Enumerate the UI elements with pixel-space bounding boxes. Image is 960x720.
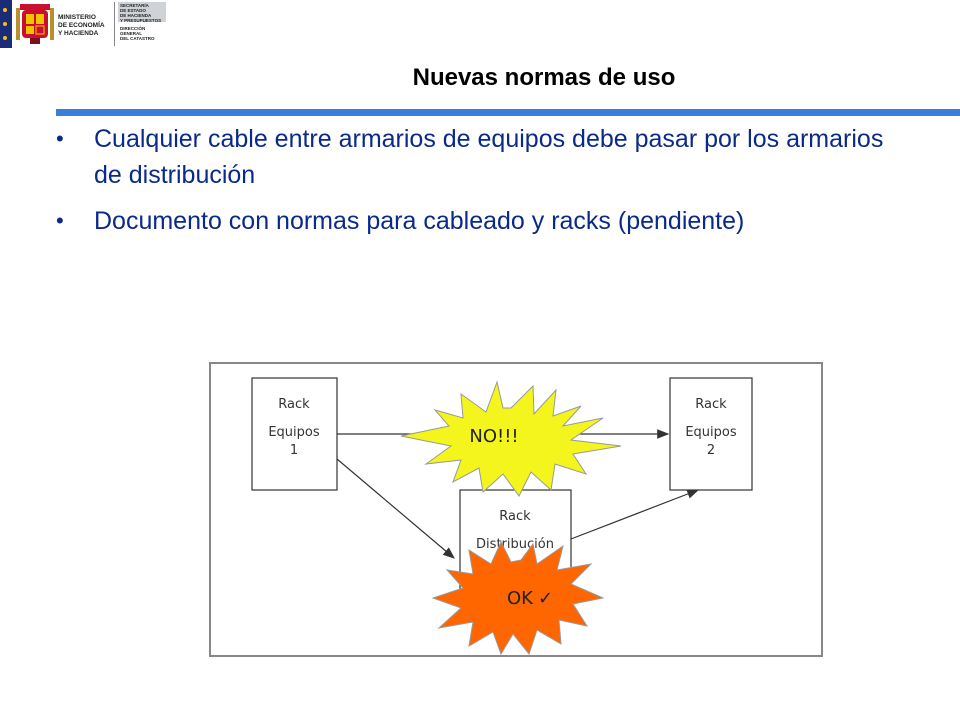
no-burst — [401, 382, 621, 496]
ok-label: OK — [507, 588, 533, 609]
no-label: NO!!! — [469, 426, 519, 447]
bullet-mark: • — [56, 126, 64, 151]
svg-text:1: 1 — [289, 443, 299, 458]
title-underline — [56, 109, 960, 116]
diagram-canvas — [211, 364, 821, 655]
svg-text:Rack: Rack — [278, 397, 310, 412]
logo-stripe — [0, 0, 12, 48]
ministry-name: MINISTERIO DE ECONOMÍA Y HACIENDA — [58, 14, 105, 37]
bullet-text: Cualquier cable entre armarios de equipos debe pasar por los armarios de distribución — [94, 125, 884, 189]
secretaria-label: SECRETARÍA DE ESTADO DE HACIENDA Y PRESUPUESTOS — [118, 2, 166, 22]
direccion-label: DIRECCIÓN GENERAL DEL CATASTRO — [120, 26, 155, 41]
slide-title: Nuevas normas de uso — [412, 64, 676, 91]
svg-text:2: 2 — [706, 443, 716, 458]
svg-text:Distribución: Distribución — [476, 537, 554, 552]
logo-divider — [114, 2, 115, 46]
arrow-dist-to-rack2 — [571, 490, 698, 539]
coat-of-arms-icon — [16, 2, 54, 46]
bullet-mark: • — [56, 208, 64, 233]
svg-text:Equipos: Equipos — [685, 425, 737, 440]
bullet-item — [56, 203, 906, 239]
svg-text:Equipos: Equipos — [268, 425, 320, 440]
arrow-rack1-to-dist — [337, 459, 454, 558]
bullet-text: Documento con normas para cableado y racks (pendiente) — [94, 207, 745, 235]
check-icon: ✓ — [538, 588, 554, 609]
header-logo — [0, 0, 170, 48]
svg-text:Rack: Rack — [499, 509, 531, 524]
rack-equipos-1 — [252, 378, 337, 490]
svg-text:Rack: Rack — [695, 397, 727, 412]
cabling-diagram — [209, 362, 823, 657]
bullet-item — [56, 121, 906, 193]
bullet-list — [56, 121, 906, 249]
rack-equipos-2 — [670, 378, 752, 490]
